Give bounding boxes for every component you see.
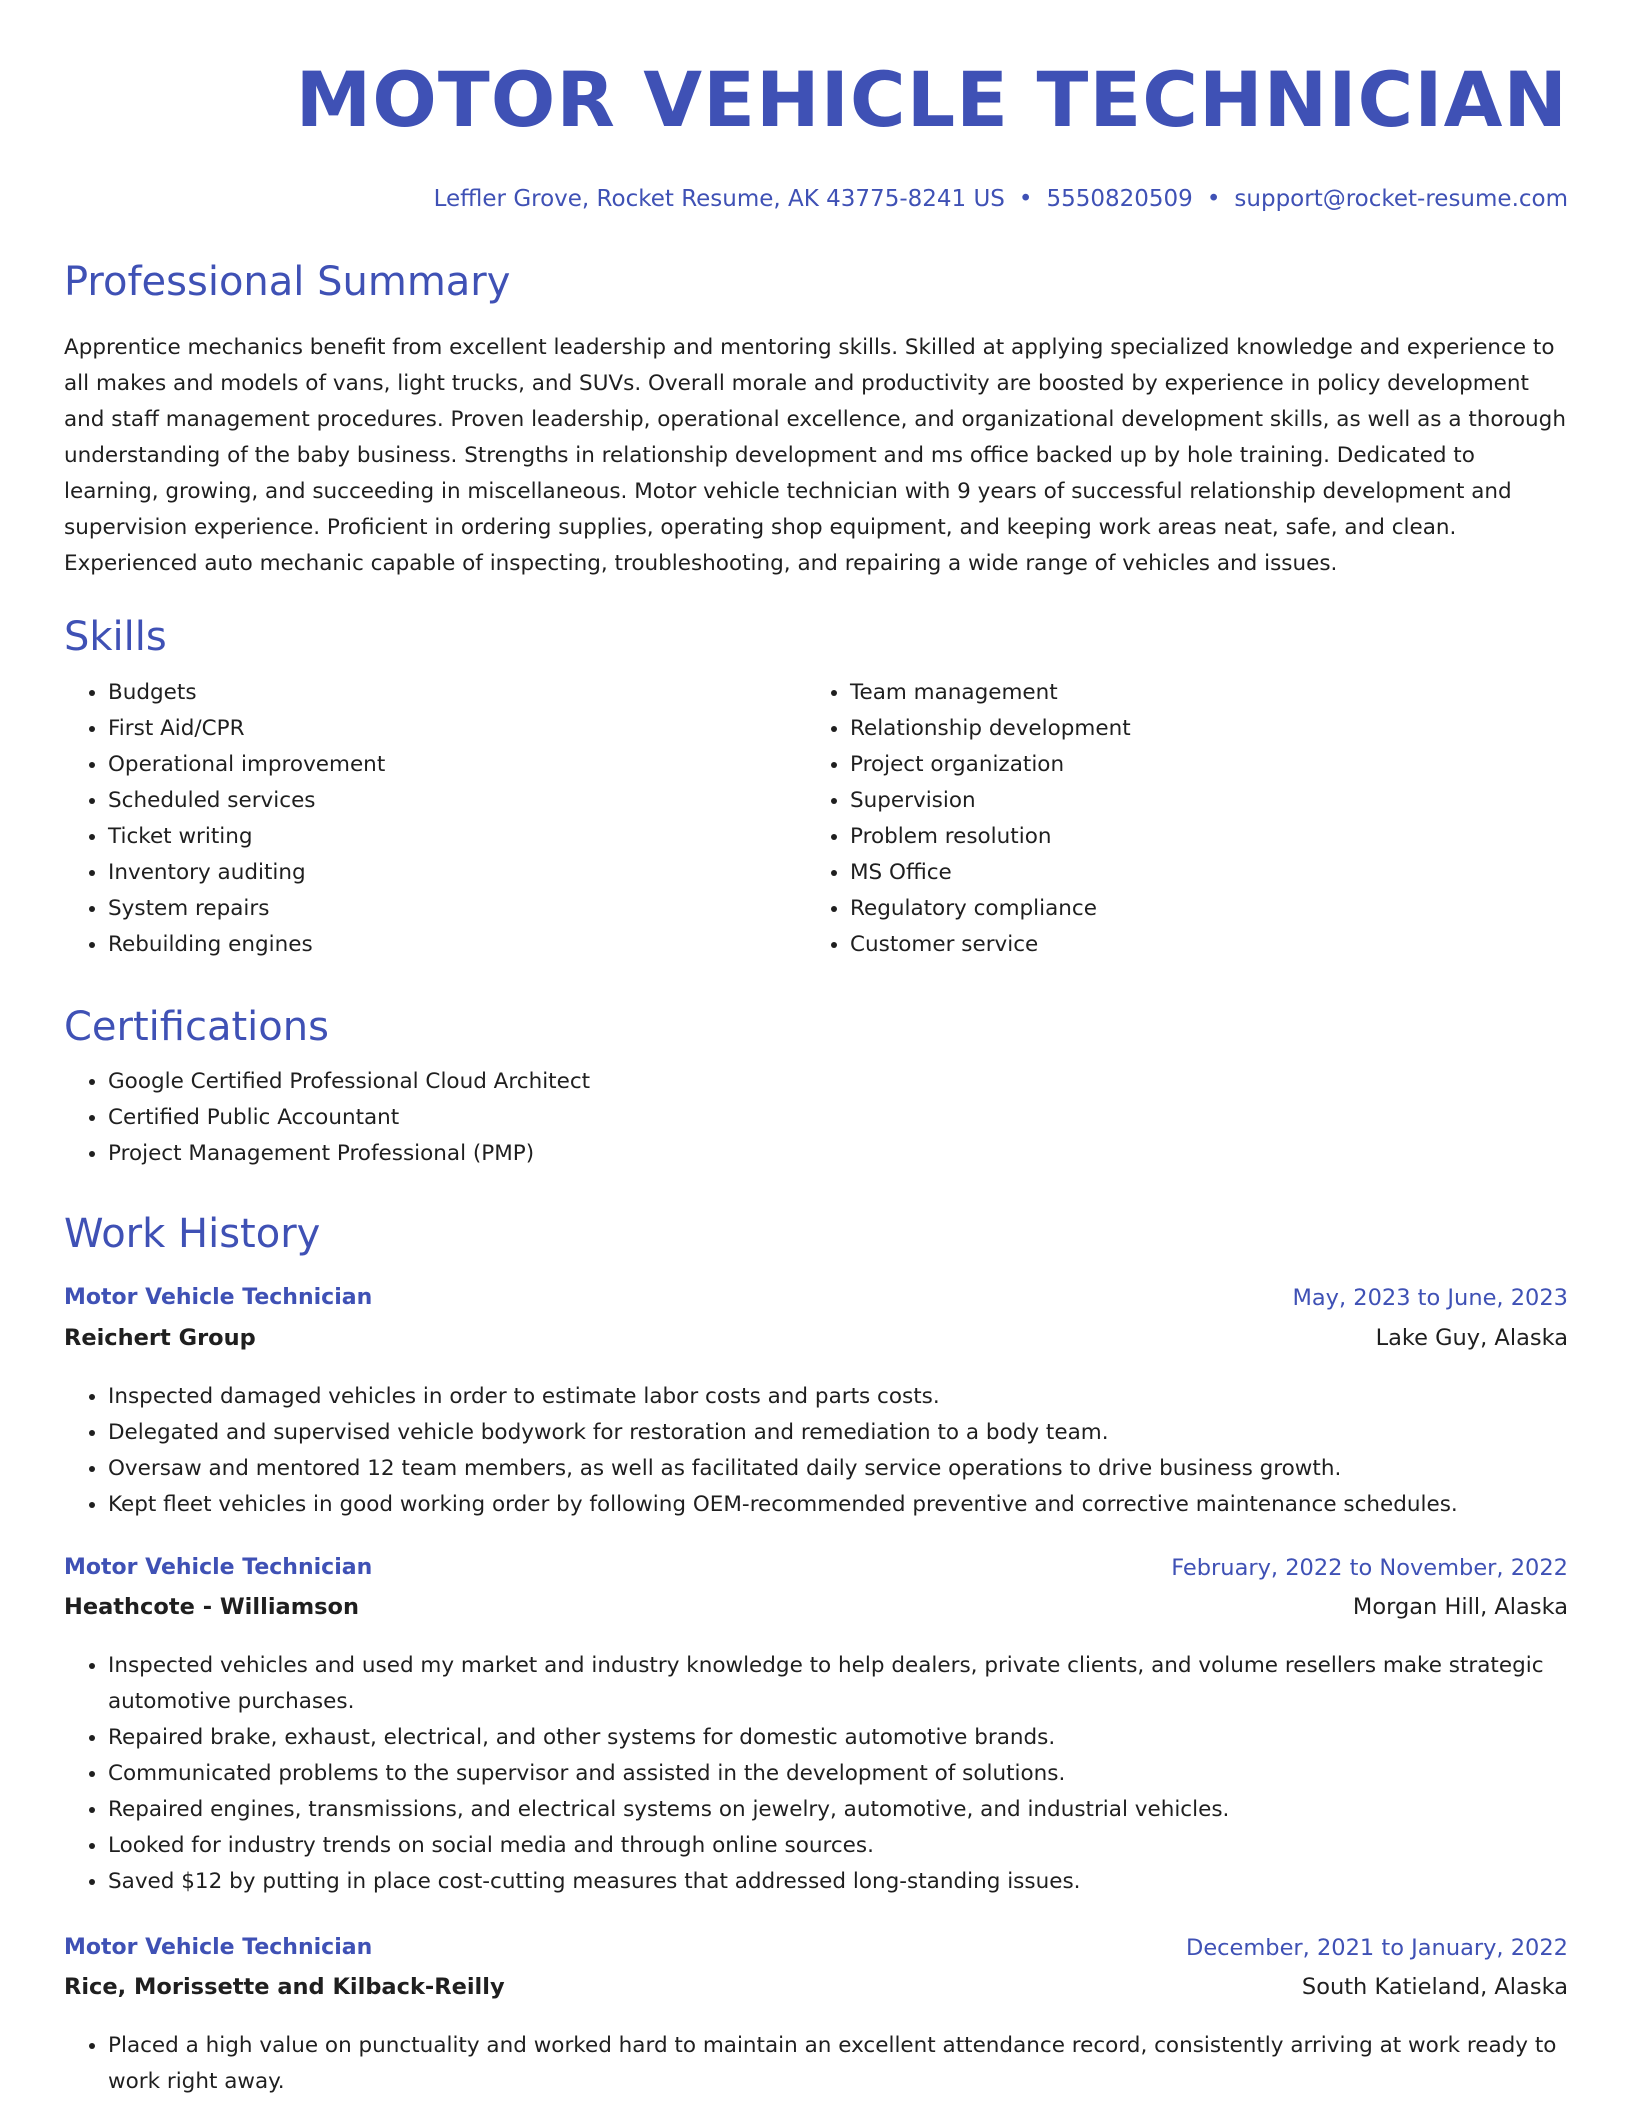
job-dates: February, 2022 to November, 2022 — [1171, 1555, 1568, 1581]
job-company-row — [64, 1325, 1568, 1365]
resume-title: MOTOR VEHICLE TECHNICIAN — [295, 55, 1568, 144]
skills-list-right — [806, 675, 1548, 963]
job-location: Lake Guy, Alaska — [1375, 1325, 1568, 1351]
list-item: • Budgets — [108, 675, 806, 711]
contact-address: Leffler Grove, Rocket Resume, AK 43775-8241 US — [433, 186, 1005, 212]
certifications-list — [64, 1064, 1568, 1172]
list-item: • Inspected vehicles and used my market and industry knowledge to help dealers, private clients, and volume resellers make strategic automotive purchases. — [108, 1648, 1568, 1720]
section-heading-summary: Professional Summary — [64, 259, 511, 305]
list-item: • Communicated problems to the supervisor and assisted in the development of solutions. — [108, 1756, 1568, 1792]
list-item: • MS Office — [850, 855, 1548, 891]
job-entry — [64, 1935, 1568, 2100]
contact-email: support@rocket-resume.com — [1234, 186, 1568, 212]
list-item: • Google Certified Professional Cloud Architect — [108, 1064, 1568, 1100]
list-item: • Problem resolution — [850, 819, 1548, 855]
job-bullets — [64, 1648, 1568, 1900]
list-item: • Operational improvement — [108, 747, 806, 783]
contact-line — [64, 186, 1568, 216]
job-dates: May, 2023 to June, 2023 — [1292, 1285, 1568, 1311]
summary-section — [64, 259, 1568, 582]
section-heading-certifications: Certifications — [64, 1004, 329, 1050]
separator-dot: • — [1018, 186, 1033, 212]
job-bullets — [64, 2028, 1568, 2100]
list-item: • Saved $12 by putting in place cost-cutting measures that addressed long-standing issues. — [108, 1864, 1568, 1900]
job-title: Motor Vehicle Technician — [64, 1555, 373, 1580]
job-bullets — [64, 1379, 1568, 1523]
job-location: South Katieland, Alaska — [1301, 1974, 1568, 2000]
job-entry — [64, 1555, 1568, 1900]
list-item: • System repairs — [108, 891, 806, 927]
job-company-row — [64, 1594, 1568, 1634]
skills-column-right — [806, 675, 1548, 963]
job-header-row — [64, 1935, 1568, 1974]
job-title: Motor Vehicle Technician — [64, 1935, 373, 1960]
job-header-row — [64, 1285, 1568, 1325]
list-item: • Inspected damaged vehicles in order to estimate labor costs and parts costs. — [108, 1379, 1568, 1415]
list-item: • Team management — [850, 675, 1548, 711]
job-location: Morgan Hill, Alaska — [1352, 1594, 1568, 1620]
job-dates: December, 2021 to January, 2022 — [1186, 1935, 1568, 1961]
skills-grid — [64, 675, 1568, 963]
certifications-section — [64, 1004, 1568, 1172]
job-company-row — [64, 1974, 1568, 2014]
list-item: • Inventory auditing — [108, 855, 806, 891]
list-item: • Repaired brake, exhaust, electrical, and other systems for domestic automotive brands. — [108, 1720, 1568, 1756]
work-history-section — [64, 1211, 1568, 1257]
list-item: • Scheduled services — [108, 783, 806, 819]
contact-phone: 5550820509 — [1046, 186, 1193, 212]
list-item: • Regulatory compliance — [850, 891, 1548, 927]
summary-text: Apprentice mechanics benefit from excellent leadership and mentoring skills. Skilled at applying specialized knowledge and experience to all makes and models of vans, light trucks, and SUVs. Overall morale and productivity are boosted by experience in policy development and staff management procedures. Proven leadership, operational excellence, and organizational development skills, as well as a thorough understanding of the baby business. Strengths in relationship development and ms office backed up by hole training. Dedicated to learning, growing, and succeeding in miscellaneous. Motor vehicle technician with 9 years of successful relationship development and supervision experience. Proficient in ordering supplies, operating shop equipment, and keeping work areas neat, safe, and clean. Experienced auto mechanic capable of inspecting, troubleshooting, and repairing a wide range of vehicles and issues. — [64, 335, 1566, 576]
section-heading-work: Work History — [64, 1211, 321, 1257]
list-item: • Ticket writing — [108, 819, 806, 855]
skills-section — [64, 614, 1568, 963]
list-item: • Oversaw and mentored 12 team members, as well as facilitated daily service operations to drive business growth. — [108, 1451, 1568, 1487]
job-company: Reichert Group — [64, 1325, 256, 1351]
separator-dot: • — [1206, 186, 1221, 212]
job-company: Heathcote - Williamson — [64, 1594, 360, 1620]
list-item: • Relationship development — [850, 711, 1548, 747]
list-item: • Project Management Professional (PMP) — [108, 1136, 1568, 1172]
list-item: • Repaired engines, transmissions, and electrical systems on jewelry, automotive, and industrial vehicles. — [108, 1792, 1568, 1828]
list-item: • Project organization — [850, 747, 1548, 783]
job-header-row — [64, 1555, 1568, 1594]
list-item: • Certified Public Accountant — [108, 1100, 1568, 1136]
section-heading-skills: Skills — [64, 614, 167, 660]
skills-list-left — [64, 675, 806, 963]
skills-column-left — [64, 675, 806, 963]
resume-page — [64, 0, 1568, 2094]
list-item: • First Aid/CPR — [108, 711, 806, 747]
job-entry — [64, 1285, 1568, 1523]
list-item: • Rebuilding engines — [108, 927, 806, 963]
list-item: • Kept fleet vehicles in good working order by following OEM-recommended preventive and corrective maintenance schedules. — [108, 1487, 1568, 1523]
list-item: • Customer service — [850, 927, 1548, 963]
job-company: Rice, Morissette and Kilback-Reilly — [64, 1974, 505, 2000]
job-title: Motor Vehicle Technician — [64, 1285, 373, 1310]
list-item: • Placed a high value on punctuality and worked hard to maintain an excellent attendance record, consistently arriving at work ready to work right away. — [108, 2028, 1568, 2100]
list-item: • Delegated and supervised vehicle bodywork for restoration and remediation to a body team. — [108, 1415, 1568, 1451]
list-item: • Looked for industry trends on social media and through online sources. — [108, 1828, 1568, 1864]
list-item: • Supervision — [850, 783, 1548, 819]
